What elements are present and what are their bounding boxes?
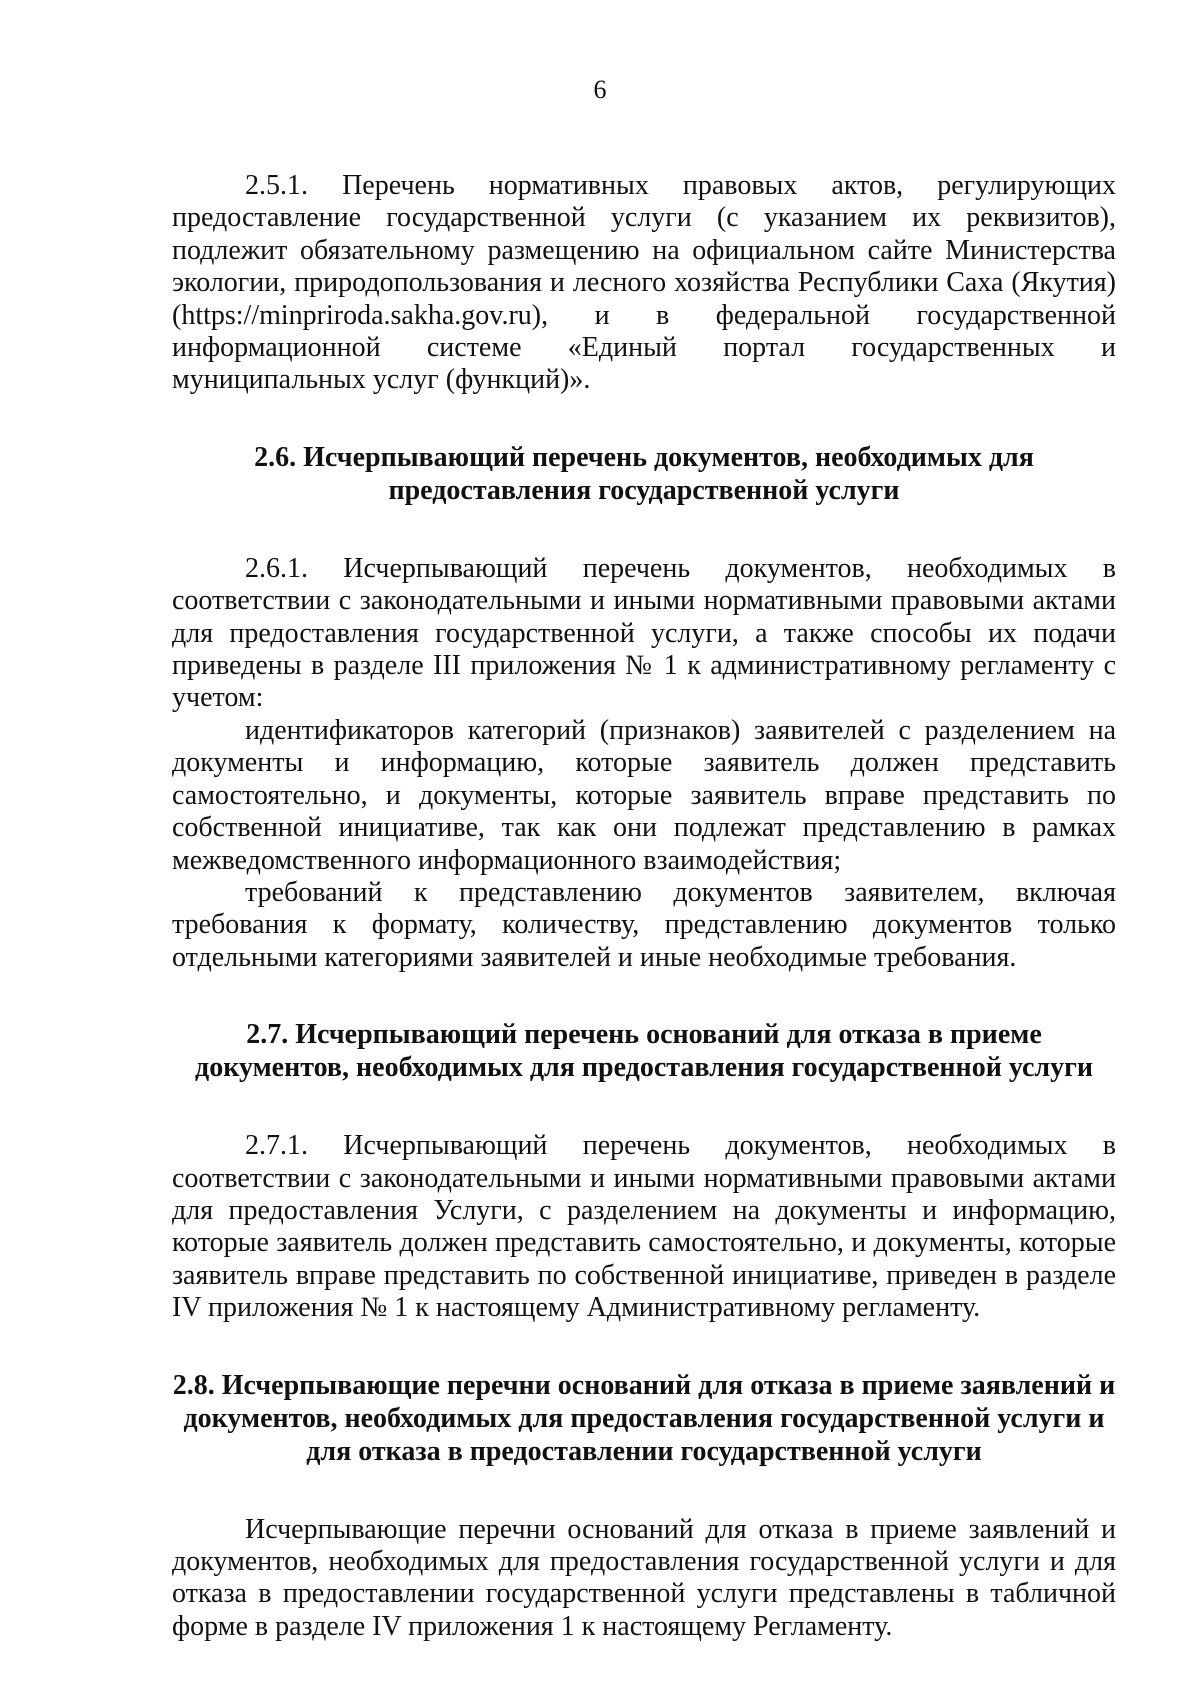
paragraph-2-6-1-item-requirements: требований к представлению документов заявителем, включая требования к формату, количеству, представлению документов только отдельными категориями заявителей и иные необходимые требования. [172,876,1116,973]
heading-2-6: 2.6. Исчерпывающий перечень документов, необходимых для предоставления государственной услуги [254,441,1034,506]
document-body [172,170,1116,1643]
paragraph-2-5-1: 2.5.1. Перечень нормативных правовых актов, регулирующих предоставление государственной услуги (с указанием их реквизитов), подлежит обязательному размещению на официальном сайте Министерства экологии, природопользования и лесного хозяйства Республики Саха (Якутия) (https://minpriroda.sakha.gov.ru), и в федеральной государственной информационной системе «Единый портал государственных и муниципальных услуг (функций)». [172,170,1116,396]
paragraph-2-8: Исчерпывающие перечни оснований для отказа в приеме заявлений и документов, необходимых для предоставления государственной услуги и для отказа в предоставлении государственной услуги представлены в табличной форме в разделе IV приложения 1 к настоящему Регламенту. [172,1513,1116,1642]
heading-2-7: 2.7. Исчерпывающий перечень оснований для отказа в приеме документов, необходимых для предоставления государственной услуги [195,1019,1093,1084]
paragraph-2-6-1-item-identifiers: идентификаторов категорий (признаков) заявителей с разделением на документы и информацию, которые заявитель должен представить самостоятельно, и документы, которые заявитель вправе представить по собственной инициативе, так как они подлежат представлению в рамках межведомственного информационного взаимодействия; [172,714,1116,876]
paragraph-2-7-1: 2.7.1. Исчерпывающий перечень документов, необходимых в соответствии с законодательными и иными нормативными правовыми актами для предоставления Услуги, с разделением на документы и информацию, которые заявитель должен представить самостоятельно, и документы, которые заявитель вправе представить по собственной инициативе, приведен в разделе IV приложения № 1 к настоящему Административному регламенту. [172,1130,1116,1324]
heading-2-8: 2.8. Исчерпывающие перечни оснований для отказа в приеме заявлений и документов, необходимых для предоставления государственной услуги и для отказа в предоставлении государственной услуги [172,1369,1116,1467]
paragraph-2-6-1: 2.6.1. Исчерпывающий перечень документов, необходимых в соответствии с законодательными и иными нормативными правовыми актами для предоставления государственной услуги, а также способы их подачи приведены в разделе III приложения № 1 к административному регламенту с учетом: [172,552,1116,714]
page-number: 6 [593,75,607,104]
